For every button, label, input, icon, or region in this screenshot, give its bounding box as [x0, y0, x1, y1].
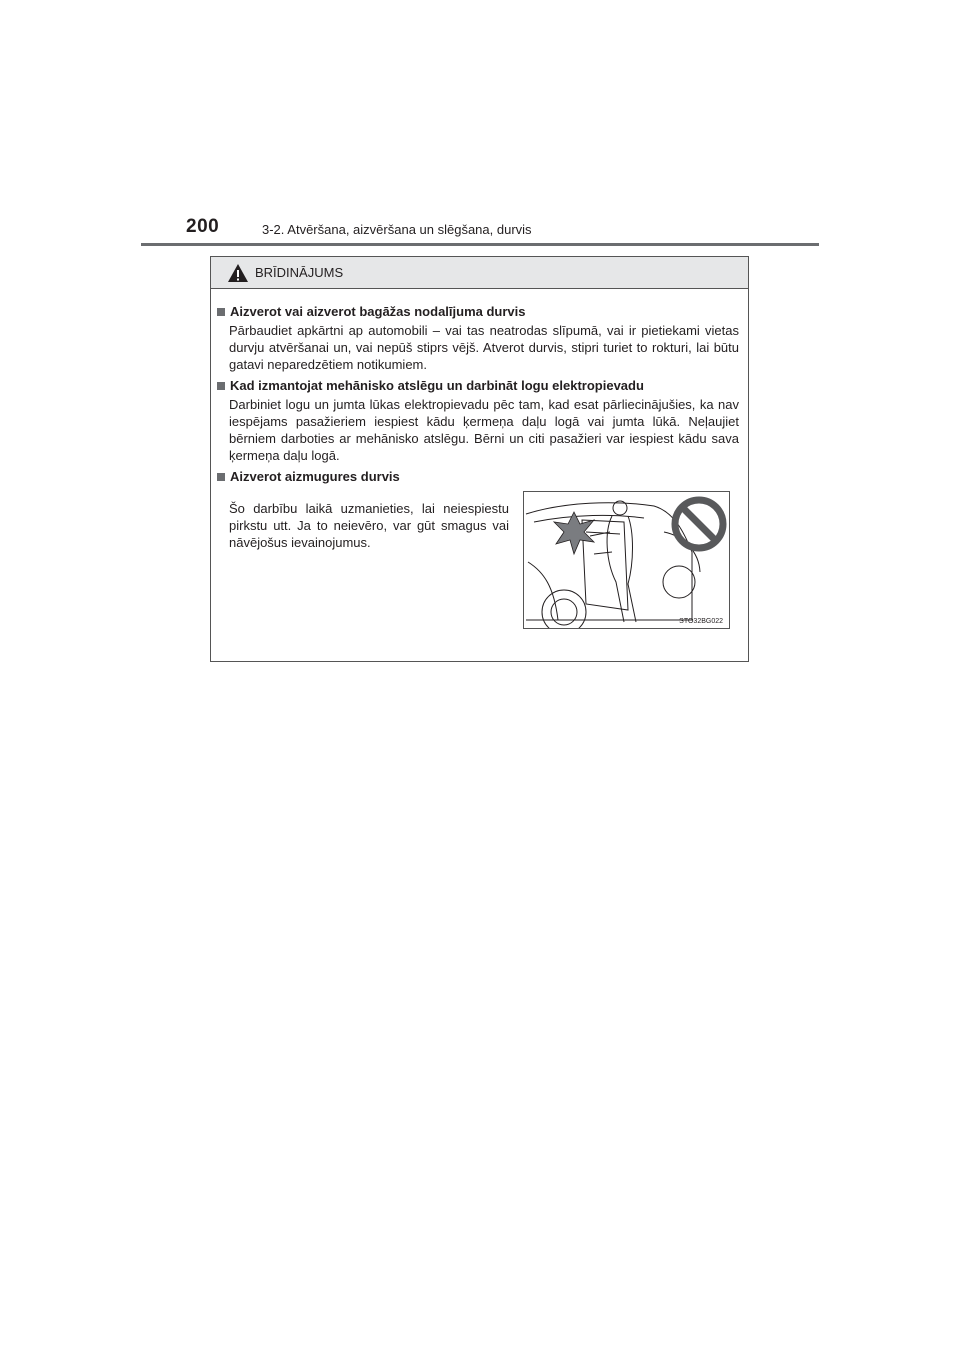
section-heading: [217, 377, 739, 394]
section-heading: [217, 468, 739, 485]
section-text: Šo darbību laikā uzmanieties, lai neiespiestu pirkstu utt. Ja to neievēro, var gūt smagus vai nāvējošus ievainojumus.: [229, 501, 509, 550]
section-split: [217, 491, 739, 629]
warning-body: [211, 289, 748, 629]
header-rule: [141, 243, 819, 246]
section-heading-text: Kad izmantojat mehānisko atslēgu un darbināt logu elektropievadu: [230, 378, 644, 393]
section-title: 3-2. Atvēršana, aizvēršana un slēgšana, durvis: [262, 222, 532, 237]
section-heading-text: Aizverot aizmugures durvis: [230, 469, 400, 484]
warning-title: BRĪDINĀJUMS: [255, 265, 344, 280]
warning-section: [217, 377, 739, 464]
figure-code: STO32BG022: [679, 618, 723, 625]
section-heading-text: Aizverot vai aizverot bagāžas nodalījuma durvis: [230, 304, 526, 319]
warning-header: [211, 257, 748, 289]
warning-section: [217, 468, 739, 629]
square-bullet-icon: [217, 473, 225, 481]
square-bullet-icon: [217, 382, 225, 390]
square-bullet-icon: [217, 308, 225, 316]
page-number: 200: [186, 216, 220, 237]
section-text: Pārbaudiet apkārtni ap automobili – vai tas neatrodas slīpumā, vai ir pietiekami vietas durvju atvēršanai un, vai nepūš stiprs vējš. Atverot durvis, stipri turiet to rokturi, lai būtu gatavi neparedzētiem notikumiem.: [229, 323, 739, 372]
section-text: Darbiniet logu un jumta lūkas elektropievadu pēc tam, kad esat pārliecinājušies, ka nav iespējams pasažieriem iespiest kādu ķermeņa daļu logā vai jumta lūkā. Neļaujiet bērniem darboties ar mehānisko atslēgu. Bērni un citi pasažieri var iespiest kādu sava ķermeņa daļu logā.: [229, 397, 739, 463]
warning-triangle-icon: [227, 263, 249, 283]
prohibition-icon: [669, 494, 729, 554]
section-heading: [217, 303, 739, 320]
warning-section: [217, 303, 739, 373]
door-illustration: [523, 491, 730, 629]
warning-box: [210, 256, 749, 662]
